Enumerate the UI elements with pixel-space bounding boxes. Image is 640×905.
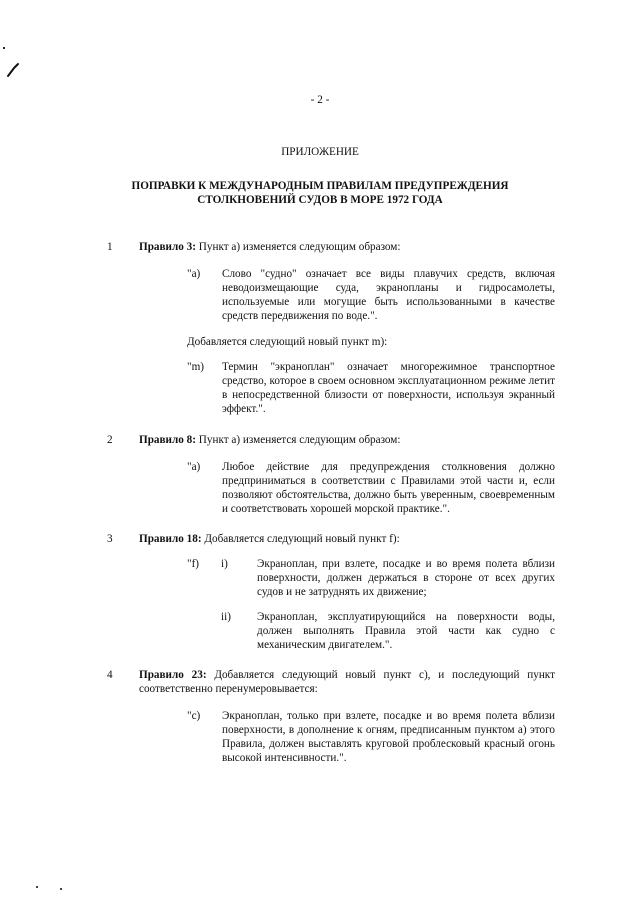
subparagraph-label: "c) <box>187 710 201 722</box>
item-number: 3 <box>107 533 113 545</box>
scan-pen-mark <box>6 62 20 78</box>
addition-text: Добавляется следующий новый пункт m): <box>187 336 388 348</box>
subparagraph-text: Слово "судно" означает все виды плавучих средств, включая неводоизмещающие суда, экранопланы и гидросамолеты, используемые или могущие быть использованными в качестве средств передвижения по воде.". <box>222 268 555 322</box>
rule-heading <box>139 532 555 546</box>
document-title-line-2: СТОЛКНОВЕНИЙ СУДОВ В МОРЕ 1972 ГОДА <box>197 194 443 206</box>
rule-heading <box>139 240 555 254</box>
roman-numeral-label: i) <box>221 558 228 570</box>
subparagraph-label: "m) <box>187 361 204 373</box>
subparagraph-text: Термин "экраноплан" означает многорежимное транспортное средство, которое в своем основном эксплуатационном режиме летит в непосредственной близости от поверхности, используя экранный эффект.". <box>222 361 555 415</box>
rule-label: Правило 3: <box>139 241 196 253</box>
subparagraph-text: Экраноплан, при взлете, посадке и во время полета вблизи поверхности, должен держаться в стороне от всех других судов и не затруднять их движение; <box>257 558 555 598</box>
subparagraph-text: Экраноплан, эксплуатирующийся на поверхности воды, должен выполнять Правила этой части как судно с механическим двигателем.". <box>257 611 555 651</box>
rule-heading <box>139 668 555 696</box>
subparagraph-label: "f) <box>187 558 200 570</box>
rule-label: Правило 23: <box>139 669 207 681</box>
item-number: 4 <box>107 669 113 681</box>
item-number: 2 <box>107 434 113 446</box>
roman-numeral-label: ii) <box>221 611 231 623</box>
rule-text: Добавляется следующий новый пункт c), и последующий пункт соответственно перенумеровывается: <box>139 669 555 695</box>
scan-speck <box>60 888 62 890</box>
annex-heading: ПРИЛОЖЕНИЕ <box>281 146 359 158</box>
page-number: - 2 - <box>310 94 330 106</box>
subparagraph-label: "a) <box>187 461 201 473</box>
document-title-line-1: ПОПРАВКИ К МЕЖДУНАРОДНЫМ ПРАВИЛАМ ПРЕДУПРЕЖДЕНИЯ <box>131 180 509 192</box>
rule-label: Правило 8: <box>139 434 196 446</box>
subparagraph-label: "a) <box>187 268 201 280</box>
subparagraph-text: Экраноплан, только при взлете, посадке и во время полета вблизи поверхности, в дополнение к огням, предписанным пунктом a) этого Правила, должен выставлять круговой проблесковый красный огонь высокой интенсивности.". <box>222 710 555 764</box>
rule-heading <box>139 433 555 447</box>
item-number: 1 <box>107 241 113 253</box>
rule-text: Пункт a) изменяется следующим образом: <box>196 434 401 446</box>
subparagraph-text: Любое действие для предупреждения столкновения должно предприниматься в соответствии с Правилами этой части и, если позволяют обстоятельства, должно быть уверенным, своевременным и соответствовать хорошей морской практике.". <box>222 461 555 515</box>
rule-text: Добавляется следующий новый пункт f): <box>201 533 400 545</box>
scan-speck <box>36 886 38 888</box>
rule-label: Правило 18: <box>139 533 202 545</box>
scan-speck <box>3 47 5 49</box>
rule-text: Пункт a) изменяется следующим образом: <box>196 241 401 253</box>
